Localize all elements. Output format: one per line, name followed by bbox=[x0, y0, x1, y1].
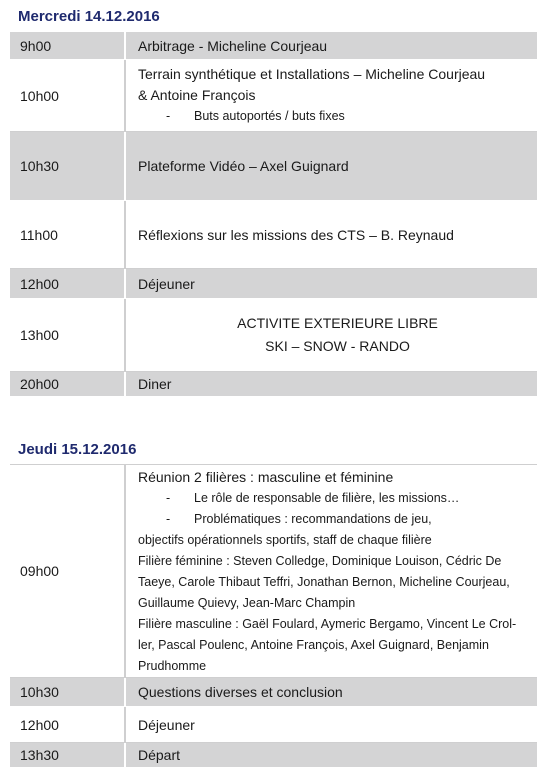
desc-line: Filière féminine : Steven Colledge, Dominique Louison, Cédric De bbox=[138, 554, 502, 568]
desc-cell: Départ bbox=[125, 743, 537, 768]
table-row bbox=[10, 32, 537, 60]
desc-line: Filière masculine : Gaël Foulard, Aymeric Bergamo, Vincent Le Crol- bbox=[138, 617, 517, 631]
time-cell: 09h00 bbox=[10, 465, 125, 678]
desc-cell bbox=[125, 60, 537, 132]
desc-cell: Réflexions sur les missions des CTS – B. Reynaud bbox=[125, 201, 537, 269]
time-cell: 12h00 bbox=[10, 269, 125, 299]
desc-line: Taeye, Carole Thibaut Teffri, Jonathan Bernon, Micheline Courjeau, bbox=[138, 575, 510, 589]
time-cell: 10h30 bbox=[10, 678, 125, 707]
table-row bbox=[10, 269, 537, 299]
bullet-item: - Le rôle de responsable de filière, les missions… bbox=[166, 491, 460, 505]
desc-cell: Diner bbox=[125, 372, 537, 397]
desc-cell: Questions diverses et conclusion bbox=[125, 678, 537, 707]
table-row bbox=[10, 707, 537, 743]
table-row bbox=[10, 372, 537, 397]
table-row bbox=[10, 60, 537, 132]
desc-line: objectifs opérationnels sportifs, staff de chaque filière bbox=[138, 533, 432, 547]
desc-heading: Réunion 2 filières : masculine et féminine bbox=[138, 469, 394, 485]
desc-cell bbox=[125, 299, 537, 372]
desc-line: & Antoine François bbox=[138, 87, 256, 103]
time-cell: 13h30 bbox=[10, 743, 125, 768]
table-row bbox=[10, 678, 537, 707]
time-cell: 10h00 bbox=[10, 60, 125, 132]
time-cell: 12h00 bbox=[10, 707, 125, 743]
day2-schedule-table bbox=[10, 464, 537, 768]
table-row bbox=[10, 743, 537, 768]
desc-cell: Déjeuner bbox=[125, 707, 537, 743]
desc-cell: Déjeuner bbox=[125, 269, 537, 299]
table-row bbox=[10, 299, 537, 372]
time-cell: 11h00 bbox=[10, 201, 125, 269]
bullet-item: - Buts autoportés / buts fixes bbox=[166, 109, 345, 123]
desc-line: ACTIVITE EXTERIEURE LIBRE bbox=[237, 315, 438, 331]
desc-line: Guillaume Quievy, Jean-Marc Champin bbox=[138, 596, 356, 610]
bullet-item: - Problématiques : recommandations de jeu, bbox=[166, 512, 432, 526]
table-row bbox=[10, 201, 537, 269]
desc-line: ler, Pascal Poulenc, Antoine François, Axel Guignard, Benjamin bbox=[138, 638, 489, 652]
time-cell: 9h00 bbox=[10, 32, 125, 60]
time-cell: 20h00 bbox=[10, 372, 125, 397]
desc-cell: Plateforme Vidéo – Axel Guignard bbox=[125, 132, 537, 201]
desc-line: Terrain synthétique et Installations – Micheline Courjeau bbox=[138, 66, 486, 82]
day1-schedule-table bbox=[10, 31, 537, 397]
time-cell: 10h30 bbox=[10, 132, 125, 201]
time-cell: 13h00 bbox=[10, 299, 125, 372]
desc-cell: Arbitrage - Micheline Courjeau bbox=[125, 32, 537, 60]
day1-title: Mercredi 14.12.2016 bbox=[18, 8, 160, 25]
table-row bbox=[10, 465, 537, 678]
day2-title: Jeudi 15.12.2016 bbox=[18, 441, 137, 458]
desc-line: SKI – SNOW - RANDO bbox=[265, 338, 410, 354]
table-row bbox=[10, 132, 537, 201]
desc-line: Prudhomme bbox=[138, 659, 207, 673]
desc-cell bbox=[125, 465, 537, 678]
